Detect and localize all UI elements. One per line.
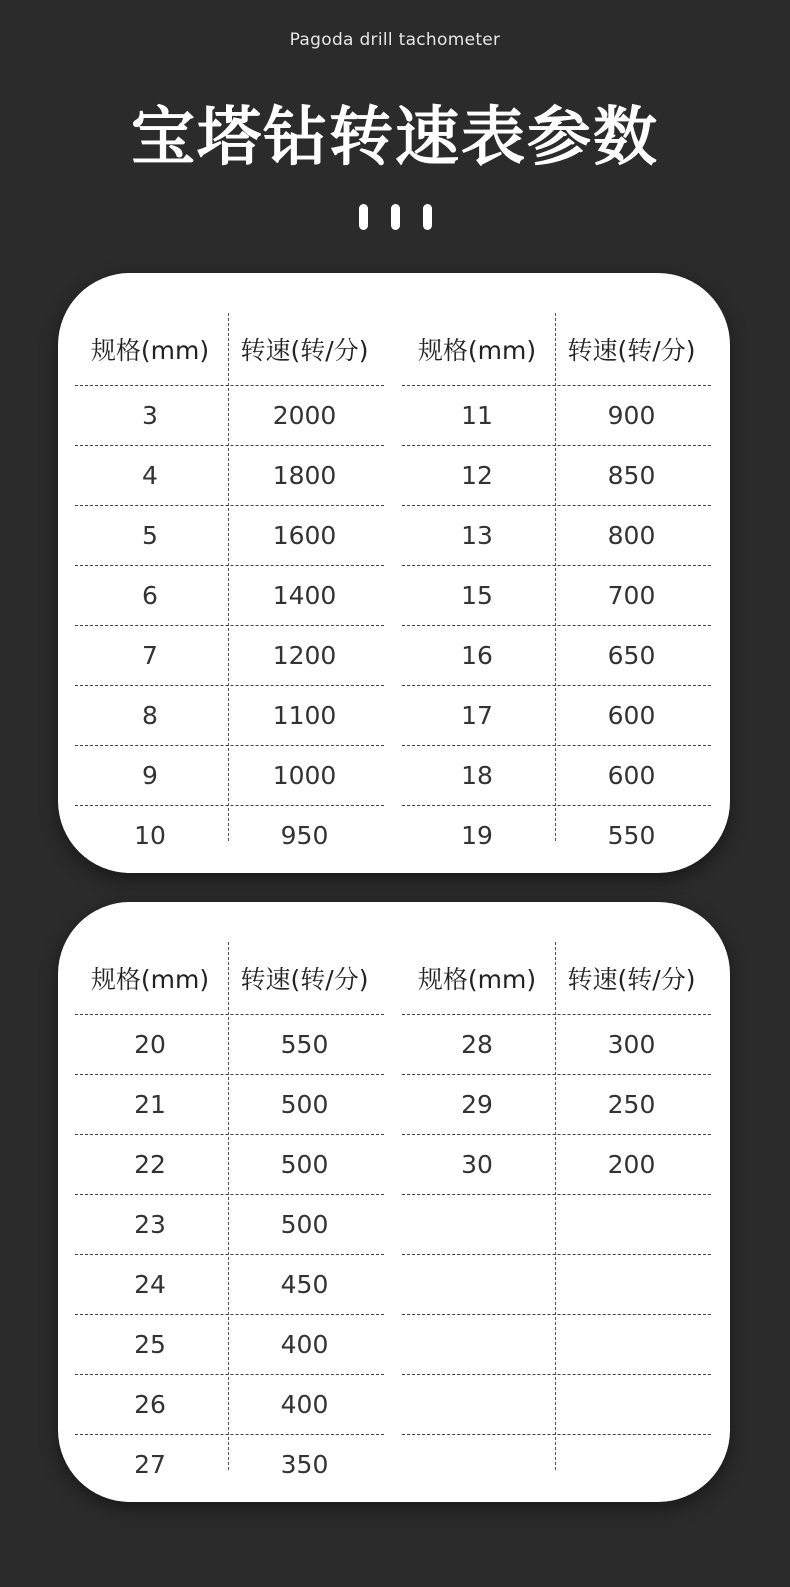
cell-spec: 20 [134, 1030, 166, 1059]
cell-speed: 300 [607, 1030, 656, 1059]
column-divider [555, 942, 556, 1470]
cell-speed: 500 [280, 1210, 329, 1239]
table-row [75, 1014, 384, 1074]
cell-spec: 11 [461, 401, 493, 430]
dot-1 [359, 204, 368, 230]
cell-speed: 500 [280, 1090, 329, 1119]
header-speed: 转速(转/分) [240, 965, 369, 994]
table-row [75, 1314, 384, 1374]
table-header [75, 942, 384, 1014]
cell-spec: 7 [142, 641, 158, 670]
table-row [402, 685, 711, 745]
table-row [402, 805, 711, 865]
sub-table-left [75, 942, 384, 1494]
cell-spec: 24 [134, 1270, 166, 1299]
header-spec: 规格(mm) [90, 965, 210, 994]
cell-spec: 6 [142, 581, 158, 610]
cell-speed: 650 [607, 641, 656, 670]
table-row [75, 745, 384, 805]
cell-speed: 450 [280, 1270, 329, 1299]
column-divider [228, 942, 229, 1470]
table-row [75, 385, 384, 445]
cell-speed: 350 [280, 1450, 329, 1479]
cell-speed: 400 [280, 1330, 329, 1359]
cell-spec: 18 [461, 761, 493, 790]
table-row [75, 1194, 384, 1254]
cell-speed: 700 [607, 581, 656, 610]
cell-spec: 25 [134, 1330, 166, 1359]
cell-speed: 800 [607, 521, 656, 550]
decorative-dots [0, 204, 790, 230]
table-row [402, 505, 711, 565]
cell-speed: 200 [607, 1150, 656, 1179]
cell-spec: 17 [461, 701, 493, 730]
header-speed: 转速(转/分) [567, 965, 696, 994]
table-row [402, 625, 711, 685]
cell-speed: 1400 [272, 581, 337, 610]
sub-table-right [402, 942, 711, 1494]
cell-speed: 1100 [272, 701, 337, 730]
cell-spec: 19 [461, 821, 493, 850]
cell-spec: 3 [142, 401, 158, 430]
cell-spec: 29 [461, 1090, 493, 1119]
cell-spec: 26 [134, 1390, 166, 1419]
table-header [402, 942, 711, 1014]
header-speed: 转速(转/分) [240, 336, 369, 365]
cell-speed: 900 [607, 401, 656, 430]
page-subtitle: Pagoda drill tachometer [289, 30, 501, 50]
cell-speed: 550 [280, 1030, 329, 1059]
cell-speed: 550 [607, 821, 656, 850]
table-row [402, 385, 711, 445]
cell-spec: 12 [461, 461, 493, 490]
sub-table-right [402, 313, 711, 865]
table-row [75, 805, 384, 865]
cell-speed: 850 [607, 461, 656, 490]
table-row [75, 1134, 384, 1194]
cell-spec: 27 [134, 1450, 166, 1479]
cell-spec: 21 [134, 1090, 166, 1119]
table-row [402, 1014, 711, 1074]
cell-speed: 2000 [272, 401, 337, 430]
header-speed: 转速(转/分) [567, 336, 696, 365]
cell-speed: 1600 [272, 521, 337, 550]
table-row [75, 625, 384, 685]
header-spec: 规格(mm) [90, 336, 210, 365]
table-row [75, 1374, 384, 1434]
table-row [402, 565, 711, 625]
cell-speed: 600 [607, 701, 656, 730]
page-title: 宝塔钻转速表参数 [131, 101, 659, 175]
table-row [75, 565, 384, 625]
table-row [402, 1074, 711, 1134]
table-header [75, 313, 384, 385]
cell-spec: 8 [142, 701, 158, 730]
cell-speed: 400 [280, 1390, 329, 1419]
table-row [402, 1434, 711, 1494]
cell-speed: 500 [280, 1150, 329, 1179]
table-row [402, 1314, 711, 1374]
table-row [75, 445, 384, 505]
column-divider [228, 313, 229, 841]
cell-spec: 23 [134, 1210, 166, 1239]
table-row [402, 1254, 711, 1314]
speed-table-card-2 [58, 902, 730, 1502]
table-row [402, 745, 711, 805]
table-row [75, 505, 384, 565]
speed-table-card-1 [58, 273, 730, 873]
cell-spec: 4 [142, 461, 158, 490]
table-row [75, 1074, 384, 1134]
column-divider [555, 313, 556, 841]
table-row [402, 1194, 711, 1254]
cell-speed: 950 [280, 821, 329, 850]
cell-spec: 30 [461, 1150, 493, 1179]
table-row [402, 1134, 711, 1194]
table-row [75, 1434, 384, 1494]
cell-spec: 9 [142, 761, 158, 790]
cell-speed: 250 [607, 1090, 656, 1119]
table-row [75, 685, 384, 745]
table-row [402, 1374, 711, 1434]
cell-speed: 1000 [272, 761, 337, 790]
cell-speed: 1800 [272, 461, 337, 490]
dot-3 [423, 204, 432, 230]
cell-spec: 13 [461, 521, 493, 550]
cell-spec: 15 [461, 581, 493, 610]
cell-spec: 28 [461, 1030, 493, 1059]
table-header [402, 313, 711, 385]
sub-table-left [75, 313, 384, 865]
cell-speed: 1200 [272, 641, 337, 670]
cell-speed: 600 [607, 761, 656, 790]
dot-2 [391, 204, 400, 230]
header-spec: 规格(mm) [417, 336, 537, 365]
table-row [402, 445, 711, 505]
cell-spec: 10 [134, 821, 166, 850]
cell-spec: 5 [142, 521, 158, 550]
table-row [75, 1254, 384, 1314]
cell-spec: 22 [134, 1150, 166, 1179]
header-spec: 规格(mm) [417, 965, 537, 994]
cell-spec: 16 [461, 641, 493, 670]
